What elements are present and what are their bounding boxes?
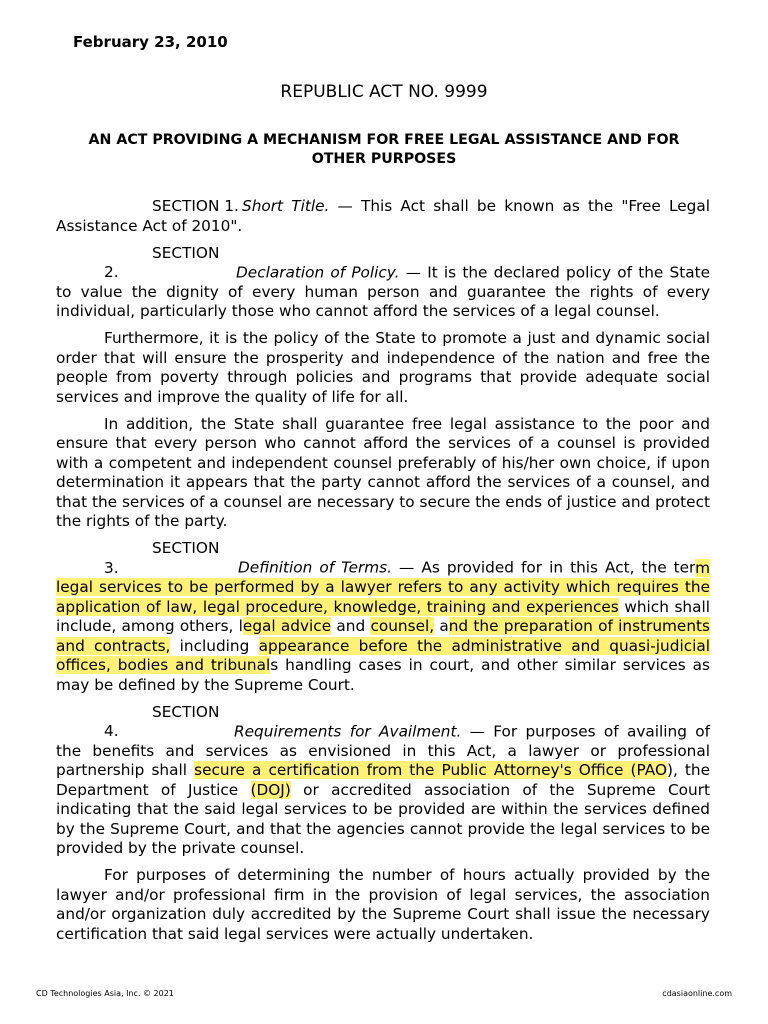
paragraph-in-addition: In addition, the State shall guarantee free legal assistance to the poor and ensure that every person who cannot afford the services of a counsel is provided with a competent and independent counsel preferably of his/her own choice, if upon determination it appears that the party cannot afford the services of a counsel, and that the services of a counsel are necessary to secure the ends of justice and protect the rights of the party.	[56, 414, 710, 530]
section-4	[56, 703, 710, 859]
footer-copyright: CD Technologies Asia, Inc. © 2021	[36, 989, 174, 998]
highlight: appearance before the administrative and quasi-judicial offices, bodies and tribunal	[56, 636, 710, 674]
section-number: SECTION 4.	[104, 702, 220, 740]
act-title: AN ACT PROVIDING A MECHANISM FOR FREE LEGAL ASSISTANCE AND FOR OTHER PURPOSES	[88, 132, 680, 167]
section-text: s handling cases in court, and other similar services as may be defined by the Supreme Court.	[56, 656, 710, 694]
section-title: Declaration of Policy.	[236, 263, 400, 281]
paragraph-hours: For purposes of determining the number of hours actually provided by the lawyer and/or professional firm in the provision of legal services, the association and/or organization duly accredited by the Supreme Court shall issue the necessary certification that said legal services were actually undertaken.	[56, 866, 710, 943]
document-body	[56, 197, 710, 952]
section-text: — As provided for in this Act, the ter	[392, 558, 696, 577]
section-number: SECTION 3.	[104, 539, 220, 577]
section-2	[56, 244, 710, 322]
section-text: — For purposes of availing of the benefits and services as envisioned in this Act, a lawyer or professional partnership shall	[56, 722, 710, 779]
section-text: — This Act shall be known as the "Free Legal Assistance Act of 2010".	[56, 197, 710, 235]
section-text: and	[331, 617, 371, 635]
section-1	[56, 197, 710, 236]
section-title: Definition of Terms.	[238, 558, 393, 577]
section-text: ), the Department of Justice	[56, 761, 711, 799]
section-title: Requirements for Availment.	[234, 722, 462, 740]
highlight: egal advice	[242, 617, 332, 635]
section-number: SECTION 1.	[152, 197, 239, 215]
highlight: (DOJ)	[250, 780, 291, 799]
act-number: REPUBLIC ACT NO. 9999	[280, 82, 488, 102]
section-number: SECTION 2.	[104, 243, 220, 281]
section-3	[56, 539, 710, 695]
document-date: February 23, 2010	[73, 33, 228, 51]
highlight: counsel,	[370, 617, 435, 635]
section-text: a	[434, 617, 449, 635]
highlight: nd the preparation of instruments and contracts,	[56, 617, 710, 655]
highlight: m legal services to be performed by a lawyer refers to any activity which requires the application of law, legal procedure, knowledge, training and experiences	[56, 558, 710, 616]
section-text: including	[170, 636, 259, 655]
section-text: which shall include, among others, l	[56, 597, 710, 635]
paragraph-furthermore: Furthermore, it is the policy of the State to promote a just and dynamic social order that will ensure the prosperity and independence of the nation and free the people from poverty through policies and programs that provide adequate social services and improve the quality of life for all.	[56, 329, 710, 406]
section-title: Short Title.	[242, 197, 330, 215]
highlight: secure a certification from the Public Attorney's Office (PAO	[194, 761, 667, 779]
section-text: — It is the declared policy of the State to value the dignity of every human person and guarantee the rights of every individual, particularly those who cannot afford the services of a legal counsel.	[56, 263, 710, 320]
section-text: or accredited association of the Supreme Court indicating that the said legal services to be provided are within the services defined by the Supreme Court, and that the agencies cannot provide the legal services to be provided by the private counsel.	[56, 780, 710, 857]
footer-site: cdasiaonline.com	[662, 989, 732, 998]
